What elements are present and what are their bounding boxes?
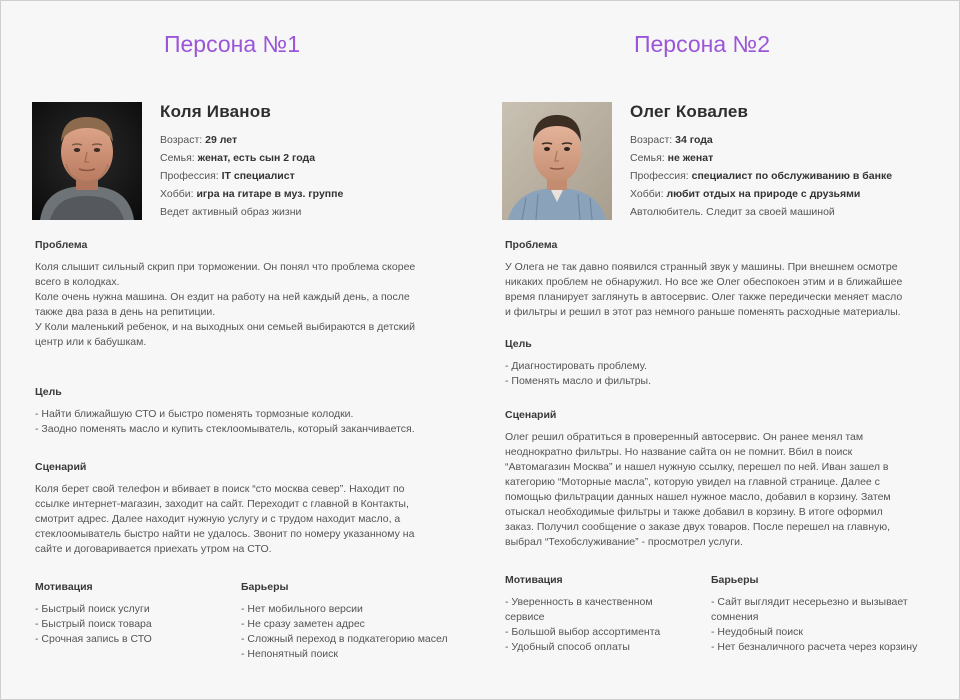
- list-item: - Быстрый поиск услуги: [35, 603, 150, 615]
- persona-1-hobby-row: [160, 185, 480, 203]
- problem-line: центр или к бабушкам.: [35, 336, 147, 348]
- persona-2-extra: Автолюбитель. Следит за своей машиной: [630, 206, 835, 218]
- list-item: - Сайт выглядит несерьезно и вызывает: [711, 596, 908, 608]
- scenario-line: выбрал “Техобслуживание” - просмотрел услуги.: [505, 536, 743, 548]
- persona-2-title: Персона №2: [633, 31, 770, 57]
- list-item: - Заодно поменять масло и купить стеклоомыватель, который заканчивается.: [35, 423, 415, 435]
- family-value: женат, есть сын 2 года: [197, 152, 316, 164]
- motivation-heading: Мотивация: [35, 581, 93, 593]
- scenario-line: отыскал необходимые фильтры и также добавил в корзину. В итоге оформил: [505, 506, 883, 518]
- problem-line: никаких проблем не обнаружил. Но все же Олег обеспокоен этим и в ближайшее: [505, 276, 903, 288]
- persona-1-age-row: [160, 131, 480, 149]
- persona-1-photo: [32, 102, 142, 220]
- persona-1-title: Персона №1: [163, 31, 300, 57]
- family-label: Семья:: [630, 152, 665, 164]
- scenario-line: категорию “Моторные масла”, которую увидел на главной странице. Далее с: [505, 476, 880, 488]
- list-item: - Непонятный поиск: [241, 648, 339, 660]
- problem-line: Коле очень нужна машина. Он ездит на работу на ней каждый день, а после: [35, 291, 410, 303]
- list-item: - Нет мобильного версии: [241, 603, 363, 615]
- goal-heading: Цель: [35, 386, 62, 398]
- profession-value: IT специалист: [221, 170, 295, 182]
- scenario-text: [35, 482, 465, 557]
- family-value: не женат: [667, 152, 714, 164]
- problem-line: также два раза в день на репитиции.: [35, 306, 216, 318]
- problem-line: Коля слышит сильный скрип при торможении. Он понял что проблема скорее: [35, 261, 416, 273]
- scenario-line: помощью фильтрации данных нашел нужное масло, добавил в корзину. Затем: [505, 491, 891, 503]
- goal-list: [35, 407, 465, 437]
- persona-2-barriers-section: [711, 574, 941, 655]
- list-item: - Неудобный поиск: [711, 626, 803, 638]
- problem-line: и фильтры и решил в этот раз немного раньше поменять расходные материалы.: [505, 306, 901, 318]
- problem-line: время планирует заглянуть в автосервис. Олег также передически меняет масло: [505, 291, 903, 303]
- hobby-value: любит отдых на природе с друзьями: [666, 188, 861, 200]
- persona-2-age-row: [630, 131, 950, 149]
- list-item: - Найти ближайшую СТО и быстро поменять тормозные колодки.: [35, 408, 354, 420]
- profession-label: Профессия:: [630, 170, 689, 182]
- list-item: - Большой выбор ассортимента: [505, 626, 661, 638]
- list-item: - Удобный способ оплаты: [505, 641, 630, 653]
- scenario-line: сайте и договаривается приехать утром на СТО.: [35, 543, 272, 555]
- list-item: - Уверенность в качественном: [505, 596, 653, 608]
- persona-2-info: [630, 102, 950, 221]
- profession-label: Профессия:: [160, 170, 219, 182]
- scenario-line: “Автомагазин Москва” и нашел нужную ссылку, перешел по ней. Иван зашел в: [505, 461, 889, 473]
- persona-2-name: Олег Ковалев: [630, 102, 749, 121]
- list-item: - Срочная запись в СТО: [35, 633, 152, 645]
- persona-1-goal-section: [35, 386, 465, 437]
- persona-2-motivation-section: [505, 574, 735, 655]
- list-item: - Диагностировать проблему.: [505, 360, 647, 372]
- scenario-line: Олег решил обратиться в проверенный автосервис. Он ранее менял там: [505, 431, 864, 443]
- motivation-heading: Мотивация: [505, 574, 563, 586]
- persona-1-name: Коля Иванов: [160, 102, 271, 121]
- persona-1-extra: Ведет активный образ жизни: [160, 206, 302, 218]
- profession-value: специалист по обслуживанию в банке: [691, 170, 893, 182]
- age-label: Возраст:: [630, 134, 673, 146]
- hobby-label: Хобби:: [630, 188, 664, 200]
- goal-list: [505, 359, 935, 389]
- scenario-text: [505, 430, 935, 550]
- family-label: Семья:: [160, 152, 195, 164]
- scenario-heading: Сценарий: [505, 409, 557, 421]
- goal-heading: Цель: [505, 338, 532, 350]
- list-item: сомнения: [711, 611, 759, 623]
- list-item: - Нет безналичного расчета через корзину: [711, 641, 918, 653]
- motivation-list: [35, 602, 265, 647]
- problem-heading: Проблема: [35, 239, 88, 251]
- scenario-line: неоднократно фильтры. Но название сайта он не помнит. Вбил в поиск: [505, 446, 853, 458]
- scenario-heading: Сценарий: [35, 461, 87, 473]
- persona-1-barriers-section: [241, 581, 471, 662]
- problem-text: [505, 260, 935, 320]
- persona-1-profession-row: [160, 167, 480, 185]
- age-value: 34 года: [675, 134, 713, 146]
- persona-1-family-row: [160, 149, 480, 167]
- motivation-list: [505, 595, 735, 655]
- problem-line: У Олега не так давно появился странный звук у машины. При внешнем осмотре: [505, 261, 898, 273]
- barriers-heading: Барьеры: [711, 574, 759, 586]
- persona-2-profession-row: [630, 167, 950, 185]
- persona-1-motivation-section: [35, 581, 265, 647]
- scenario-line: смотрит адрес. Далее находит нужную услугу и с трудом находит масло, а: [35, 513, 401, 525]
- age-label: Возраст:: [160, 134, 203, 146]
- persona-2-goal-section: [505, 338, 935, 389]
- problem-text: [35, 260, 465, 350]
- age-value: 29 лет: [205, 134, 238, 146]
- scenario-line: Коля берет свой телефон и вбивает в поиск “сто москва север”. Находит по: [35, 483, 405, 495]
- persona-2-hobby-row: [630, 185, 950, 203]
- scenario-line: ссылке интернет-магазин, заходит на сайт. Переходит с главной в Контакты,: [35, 498, 409, 510]
- list-item: - Не сразу заметен адрес: [241, 618, 365, 630]
- problem-heading: Проблема: [505, 239, 558, 251]
- persona-2-scenario-section: [505, 409, 935, 550]
- persona-1-problem-section: [35, 239, 465, 350]
- problem-line: У Коли маленький ребенок, и на выходных они семьей выбираются в детский: [35, 321, 416, 333]
- list-item: сервисе: [505, 611, 545, 623]
- list-item: - Поменять масло и фильтры.: [505, 375, 652, 387]
- problem-line: всего в колодках.: [35, 276, 120, 288]
- scenario-line: заказ. Получил сообщение о заказе двух товаров. После перешел на главную,: [505, 521, 891, 533]
- hobby-label: Хобби:: [160, 188, 194, 200]
- persona-2-problem-section: [505, 239, 935, 320]
- barriers-heading: Барьеры: [241, 581, 289, 593]
- barriers-list: [711, 595, 941, 655]
- hobby-value: игра на гитаре в муз. группе: [196, 188, 344, 200]
- scenario-line: стеклоомыватель быстро найти не удалось. Звонит по номеру указанному на: [35, 528, 415, 540]
- list-item: - Быстрый поиск товара: [35, 618, 152, 630]
- persona-2-family-row: [630, 149, 950, 167]
- persona-1-info: [160, 102, 480, 221]
- persona-2-photo: [502, 102, 612, 220]
- persona-1-scenario-section: [35, 461, 465, 557]
- list-item: - Сложный переход в подкатегорию масел: [241, 633, 448, 645]
- barriers-list: [241, 602, 471, 662]
